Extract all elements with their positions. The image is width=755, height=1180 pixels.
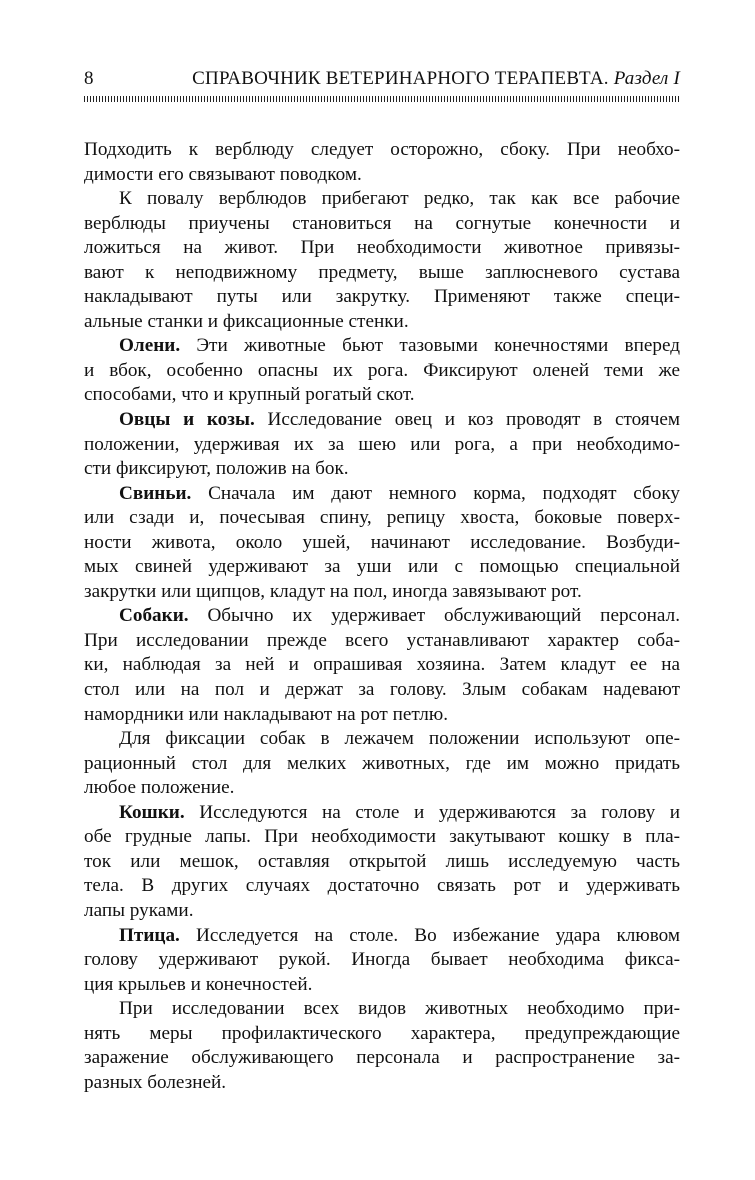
- header-rule: [84, 96, 680, 102]
- text-line: [84, 776, 680, 801]
- text-line: [84, 310, 680, 335]
- line-text: альные станки и фиксационные стенки.: [84, 310, 409, 332]
- line-text: стол или на пол и держат за голову. Злым собакам надевают: [84, 679, 680, 701]
- text-line: [84, 236, 680, 261]
- book-title: СПРАВОЧНИК ВЕТЕРИНАРНОГО ТЕРАПЕВТА.: [192, 68, 609, 89]
- book-page: [84, 68, 680, 1095]
- running-title: [192, 68, 680, 90]
- line-text: любое положение.: [84, 777, 235, 799]
- paragraph-lead: Собаки.: [119, 605, 189, 627]
- text-line: [84, 801, 680, 826]
- paragraph: [84, 801, 680, 924]
- text-line: [84, 703, 680, 728]
- paragraph-lead: Олени.: [119, 335, 181, 357]
- text-line: [84, 359, 680, 384]
- line-text: ложиться на живот. При необходимости животное привязы-: [84, 237, 680, 259]
- paragraph-lead: Птица.: [119, 924, 180, 946]
- line-text: верблюды приучены становиться на согнутые конечности и: [84, 212, 680, 234]
- text-line: [84, 973, 680, 998]
- line-text: При исследовании прежде всего устанавливают характер соба-: [84, 629, 680, 651]
- line-text: К повалу верблюдов прибегают редко, так как все рабочие: [119, 188, 680, 210]
- line-text: Эти животные бьют тазовыми конечностями вперед: [196, 335, 680, 357]
- section-label: Раздел I: [613, 68, 680, 89]
- paragraph: [84, 727, 680, 801]
- line-text: обе грудные лапы. При необходимости закутывают кошку в пла-: [84, 826, 680, 848]
- text-line: [84, 482, 680, 507]
- text-line: [84, 555, 680, 580]
- paragraph: [84, 604, 680, 727]
- line-text: голову удерживают рукой. Иногда бывает необходима фикса-: [84, 949, 680, 971]
- line-text: рационный стол для мелких животных, где им можно придать: [84, 752, 680, 774]
- text-line: [84, 997, 680, 1022]
- line-text: положении, удерживая их за шею или рога, а при необходимо-: [84, 433, 680, 455]
- page-number: 8: [84, 68, 94, 89]
- line-text: тела. В других случаях достаточно связать рот и удерживать: [84, 875, 680, 897]
- text-line: [84, 1022, 680, 1047]
- line-text: ки, наблюдая за ней и опрашивая хозяина. Затем кладут ее на: [84, 654, 680, 676]
- paragraph-lead: Овцы и козы.: [119, 409, 255, 431]
- text-line: [84, 212, 680, 237]
- paragraph: [84, 334, 680, 408]
- line-text: разных болезней.: [84, 1071, 227, 1093]
- paragraph: [84, 408, 680, 482]
- paragraph-lead: Свиньи.: [119, 482, 192, 504]
- line-text: Исследуются на столе и удерживаются за голову и: [199, 801, 681, 823]
- running-head: [84, 68, 680, 90]
- text-line: [84, 727, 680, 752]
- text-line: [84, 506, 680, 531]
- text-line: [84, 531, 680, 556]
- text-line: [84, 752, 680, 777]
- text-line: [84, 678, 680, 703]
- text-line: [84, 187, 680, 212]
- paragraph: [84, 138, 680, 187]
- paragraph: [84, 924, 680, 998]
- line-text: лапы руками.: [84, 899, 194, 921]
- line-text: мых свиней удерживают за уши или с помощью специальной: [84, 556, 680, 578]
- line-text: нять меры профилактического характера, предупреждающие: [84, 1022, 680, 1044]
- line-text: закрутки или щипцов, кладут на пол, иногда завязывают рот.: [84, 580, 582, 602]
- line-text: накладывают путы или закрутку. Применяют также специ-: [84, 286, 680, 308]
- line-text: заражение обслуживающего персонала и распространение за-: [84, 1047, 680, 1069]
- text-line: [84, 629, 680, 654]
- text-line: [84, 383, 680, 408]
- paragraph-lead: Кошки.: [119, 801, 185, 823]
- text-line: [84, 874, 680, 899]
- line-text: и вбок, особенно опасны их рога. Фиксируют оленей теми же: [84, 359, 680, 381]
- text-line: [84, 138, 680, 163]
- line-text: Подходить к верблюду следует осторожно, сбоку. При необхо-: [84, 139, 680, 160]
- text-line: [84, 457, 680, 482]
- line-text: димости его связывают поводком.: [84, 163, 362, 185]
- text-line: [84, 1046, 680, 1071]
- text-line: [84, 825, 680, 850]
- text-line: [84, 1071, 680, 1096]
- line-text: Сначала им дают немного корма, подходят сбоку: [208, 482, 681, 504]
- text-line: [84, 580, 680, 605]
- line-text: ток или мешок, оставляя открытой лишь исследуемую часть: [84, 850, 680, 872]
- line-text: Исследуется на столе. Во избежание удара клювом: [195, 924, 680, 946]
- text-line: [84, 433, 680, 458]
- paragraph: [84, 482, 680, 605]
- text-line: [84, 850, 680, 875]
- text-line: [84, 604, 680, 629]
- text-line: [84, 408, 680, 433]
- text-line: [84, 924, 680, 949]
- line-text: ция крыльев и конечностей.: [84, 973, 313, 995]
- text-line: [84, 899, 680, 924]
- text-line: [84, 334, 680, 359]
- line-text: способами, что и крупный рогатый скот.: [84, 384, 415, 406]
- line-text: сти фиксируют, положив на бок.: [84, 458, 349, 480]
- line-text: вают к неподвижному предмету, выше заплюсневого сустава: [84, 261, 680, 283]
- text-line: [84, 948, 680, 973]
- line-text: Для фиксации собак в лежачем положении используют опе-: [119, 728, 680, 750]
- text-line: [84, 261, 680, 286]
- line-text: ности живота, около ушей, начинают исследование. Возбуди-: [84, 531, 680, 553]
- text-line: [84, 163, 680, 188]
- text-line: [84, 285, 680, 310]
- line-text: Обычно их удерживает обслуживающий персонал.: [207, 605, 680, 627]
- line-text: При исследовании всех видов животных необходимо при-: [119, 998, 680, 1020]
- paragraph: [84, 187, 680, 334]
- line-text: намордники или накладывают на рот петлю.: [84, 703, 448, 725]
- line-text: или сзади и, почесывая спину, репицу хвоста, боковые поверх-: [84, 507, 680, 529]
- body-text: [84, 138, 680, 1095]
- line-text: Исследование овец и коз проводят в стоячем: [267, 409, 681, 431]
- paragraph: [84, 997, 680, 1095]
- text-line: [84, 653, 680, 678]
